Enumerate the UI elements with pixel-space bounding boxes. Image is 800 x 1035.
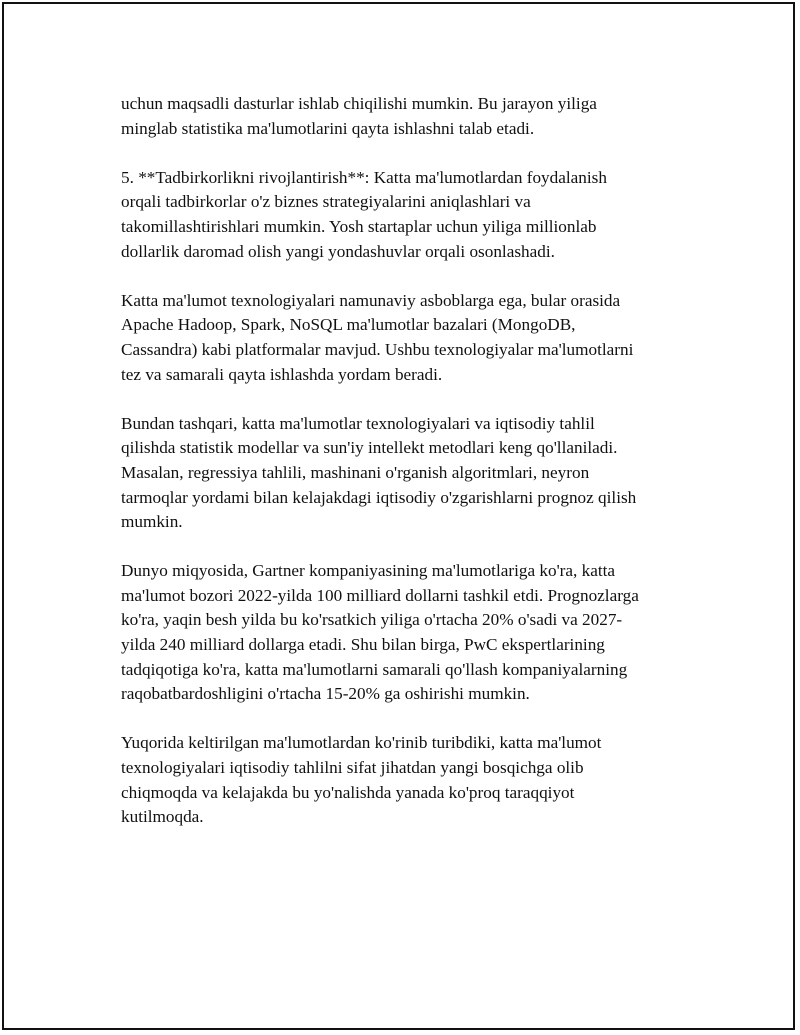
text-line: yilda 240 milliard dollarga etadi. Shu bilan birga, PwC ekspertlarining [121,635,605,655]
paragraph-3 [121,289,681,387]
document-page [2,2,795,1030]
text-line: takomillashtirishlari mumkin. Yosh startaplar uchun yiliga millionlab [121,216,597,236]
text-line: 5. **Tadbirkorlikni rivojlantirish**: Katta ma'lumotlardan foydalanish [121,167,607,187]
text-line: tez va samarali qayta ishlashda yordam beradi. [121,364,443,384]
text-line: texnologiyalari iqtisodiy tahlilni sifat jihatdan yangi bosqichga olib [121,758,584,778]
text-line: kutilmoqda. [121,807,204,827]
text-line: tadqiqotiga ko'ra, katta ma'lumotlarni samarali qo'llash kompaniyalarning [121,659,628,679]
text-line: ma'lumot bozori 2022-yilda 100 milliard dollarni tashkil etdi. Prognozlarga [121,585,639,605]
text-line: dollarlik daromad olish yangi yondashuvlar orqali osonlashadi. [121,241,555,261]
text-line: raqobatbardoshligini o'rtacha 15-20% ga oshirishi mumkin. [121,684,530,704]
document-body [121,92,681,854]
text-line: mumkin. [121,512,183,532]
text-line: Katta ma'lumot texnologiyalari namunaviy asboblarga ega, bular orasida [121,290,621,310]
text-line: orqali tadbirkorlar o'z biznes strategiyalarini aniqlashlari va [121,192,531,212]
paragraph-4 [121,412,681,535]
text-line: Masalan, regressiya tahlili, mashinani o'rganish algoritmlari, neyron [121,462,590,482]
paragraph-2 [121,166,681,264]
text-line: Cassandra) kabi platformalar mavjud. Ushbu texnologiyalar ma'lumotlarni [121,339,634,359]
text-line: uchun maqsadli dasturlar ishlab chiqilishi mumkin. Bu jarayon yiliga [121,94,597,113]
text-line: Apache Hadoop, Spark, NoSQL ma'lumotlar bazalari (MongoDB, [121,315,576,335]
text-line: Bundan tashqari, katta ma'lumotlar texnologiyalari va iqtisodiy tahlil [121,413,595,433]
text-line: tarmoqlar yordami bilan kelajakdagi iqtisodiy o'zgarishlarni prognoz qilish [121,487,637,507]
text-line: minglab statistika ma'lumotlarini qayta ishlashni talab etadi. [121,118,535,138]
paragraph-1 [121,92,681,141]
text-line: Yuqorida keltirilgan ma'lumotlardan ko'rinib turibdiki, katta ma'lumot [121,733,602,753]
paragraph-6 [121,731,681,829]
text-line: qilishda statistik modellar va sun'iy intellekt metodlari keng qo'llaniladi. [121,438,618,458]
text-line: ko'ra, yaqin besh yilda bu ko'rsatkich yiliga o'rtacha 20% o'sadi va 2027- [121,610,623,630]
text-line: Dunyo miqyosida, Gartner kompaniyasining ma'lumotlariga ko'ra, katta [121,561,616,581]
paragraph-5 [121,559,681,707]
text-line: chiqmoqda va kelajakda bu yo'nalishda yanada ko'proq taraqqiyot [121,782,575,802]
